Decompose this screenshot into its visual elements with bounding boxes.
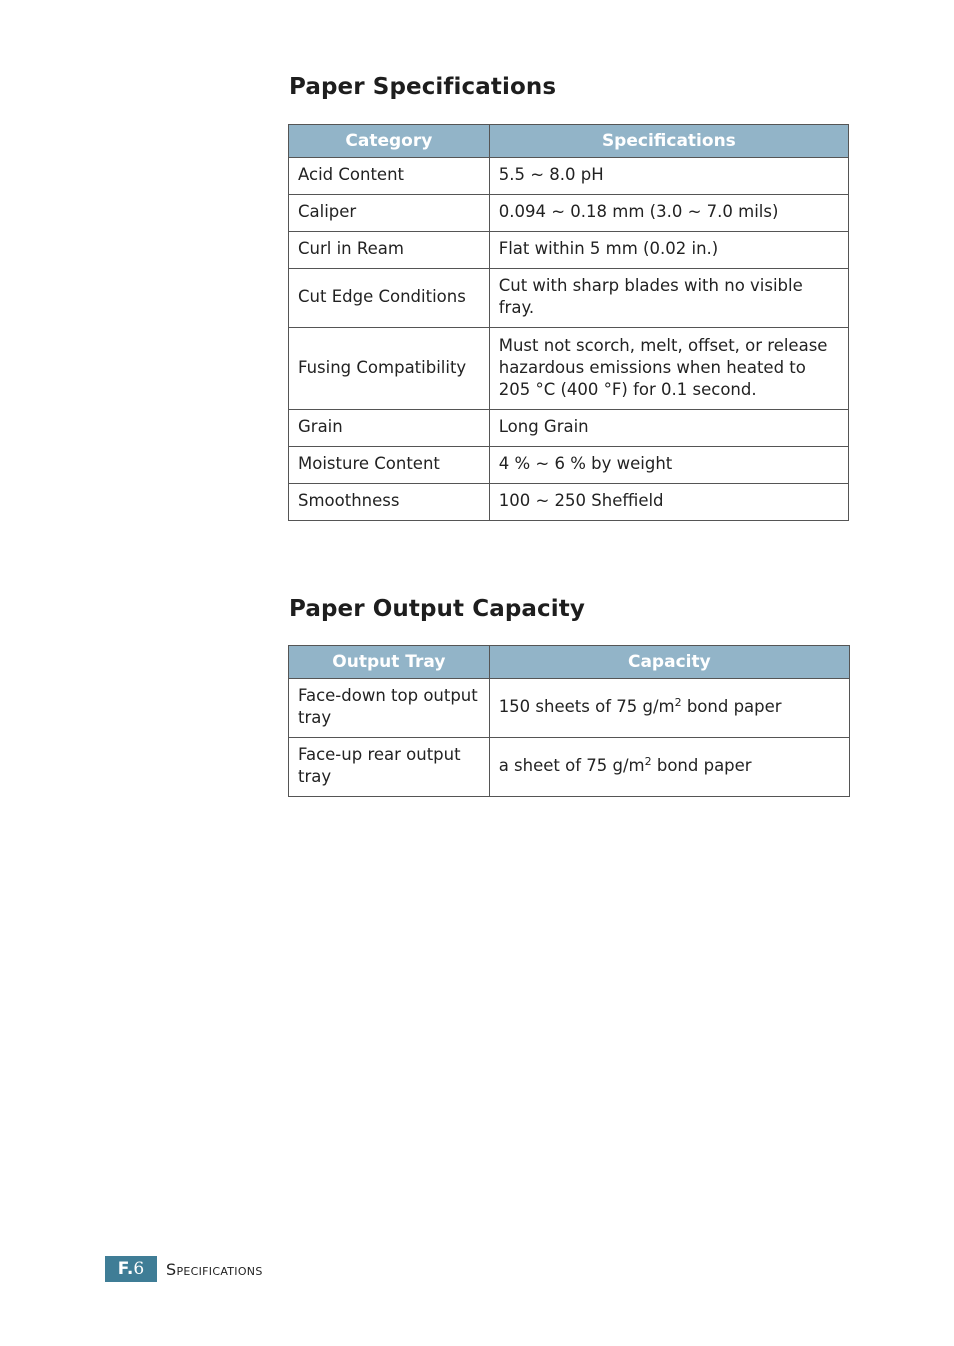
spec-cell: 0.094 ~ 0.18 mm (3.0 ~ 7.0 mils) <box>489 195 848 232</box>
category-cell: Smoothness <box>289 484 490 521</box>
capacity-cell <box>489 679 849 738</box>
section-letter: F. <box>117 1259 134 1279</box>
table-row <box>289 232 849 269</box>
paper-output-capacity-table <box>288 645 850 797</box>
capacity-text: a sheet of 75 g/m <box>498 756 645 775</box>
spec-cell: 100 ~ 250 Sheffield <box>489 484 848 521</box>
spec-cell: Flat within 5 mm (0.02 in.) <box>489 232 848 269</box>
table-row <box>289 410 849 447</box>
spec-cell: Long Grain <box>489 410 848 447</box>
table-row <box>289 158 849 195</box>
category-cell: Caliper <box>289 195 490 232</box>
page-number: 6 <box>133 1259 145 1279</box>
table-row <box>289 269 849 328</box>
column-header-output-tray: Output Tray <box>289 646 490 679</box>
spec-cell: Cut with sharp blades with no visible fray. <box>489 269 848 328</box>
table-row <box>289 484 849 521</box>
page-number-badge <box>105 1256 157 1282</box>
table-header-row <box>289 125 849 158</box>
category-cell: Fusing Compatibility <box>289 328 490 410</box>
category-cell: Grain <box>289 410 490 447</box>
paper-output-capacity-title: Paper Output Capacity <box>289 596 585 622</box>
table-row <box>289 447 849 484</box>
category-cell: Acid Content <box>289 158 490 195</box>
tray-cell: Face-up rear output tray <box>289 738 490 797</box>
capacity-text-suffix: bond paper <box>651 756 752 775</box>
spec-cell: 4 % ~ 6 % by weight <box>489 447 848 484</box>
table-row <box>289 679 850 738</box>
page-footer <box>105 1256 263 1282</box>
column-header-specifications: Specifications <box>489 125 848 158</box>
table-row <box>289 738 850 797</box>
paper-specifications-title: Paper Specifications <box>289 74 557 100</box>
section-name: Specifications <box>166 1259 263 1279</box>
tray-cell: Face-down top output tray <box>289 679 490 738</box>
paper-specifications-table <box>288 124 849 521</box>
column-header-capacity: Capacity <box>489 646 849 679</box>
category-cell: Cut Edge Conditions <box>289 269 490 328</box>
superscript-exponent: 2 <box>644 755 652 768</box>
table-header-row <box>289 646 850 679</box>
category-cell: Curl in Ream <box>289 232 490 269</box>
table-row <box>289 195 849 232</box>
spec-cell: Must not scorch, melt, offset, or release hazardous emissions when heated to 205 °C (400 °F) for 0.1 second. <box>489 328 848 410</box>
column-header-category: Category <box>289 125 490 158</box>
capacity-text-suffix: bond paper <box>681 697 782 716</box>
superscript-exponent: 2 <box>674 696 682 709</box>
spec-cell: 5.5 ~ 8.0 pH <box>489 158 848 195</box>
category-cell: Moisture Content <box>289 447 490 484</box>
capacity-cell <box>489 738 849 797</box>
table-row <box>289 328 849 410</box>
capacity-text: 150 sheets of 75 g/m <box>498 697 675 716</box>
